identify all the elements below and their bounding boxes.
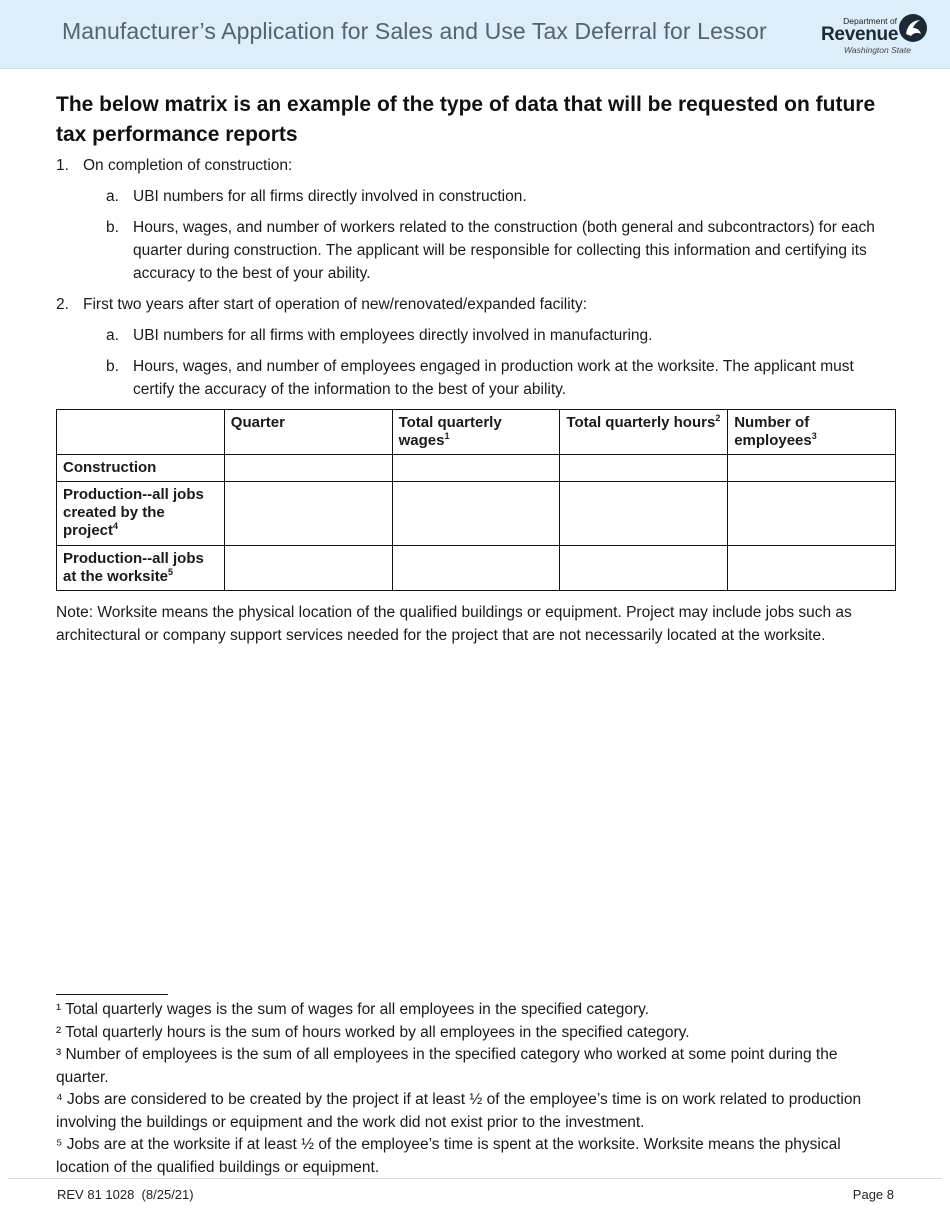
logo-revenue-text: Revenue [821, 24, 899, 45]
sub-list-letter: b. [106, 219, 119, 236]
worksite-note: Note: Worksite means the physical location of the qualified buildings or equipment. Project may include jobs such as architectural or company support services needed for the project that are not necessarily located at the worksite. [56, 604, 852, 644]
sub-list-item-text: UBI numbers for all firms with employees directly involved in manufacturing. [133, 327, 653, 344]
sub-list-item-text: UBI numbers for all firms directly involved in construction. [133, 188, 527, 205]
sub-list [83, 324, 896, 401]
form-number: REV 81 1028 (8/25/21) [57, 1187, 194, 1202]
list-item-text: On completion of construction: [83, 157, 293, 174]
table-cell[interactable] [224, 546, 392, 591]
table-cell[interactable] [392, 482, 560, 546]
footnote-ref: 5 [168, 567, 174, 577]
page-number: Page 8 [852, 1187, 894, 1202]
row-label: Production--all jobs created by the project$^4$ [57, 482, 225, 546]
list-number: 2. [56, 296, 69, 313]
table-row [57, 455, 896, 482]
sub-list-item [83, 216, 896, 285]
footer-divider [8, 1178, 942, 1179]
table-header-cell [560, 410, 728, 455]
footnote-ref: 1 [444, 431, 450, 441]
list-item-text: First two years after start of operation of new/renovated/expanded facility: [83, 296, 588, 313]
form-title: Manufacturer’s Application for Sales and Use Tax Deferral for Lessor [62, 18, 767, 44]
table-header-row [57, 410, 896, 455]
table-cell[interactable] [560, 546, 728, 591]
logo-state-text: Washington State [844, 45, 911, 55]
sub-list-letter: b. [106, 358, 119, 375]
sub-list-item [83, 185, 896, 208]
table-cell[interactable] [392, 546, 560, 591]
footnote: ⁵ Jobs are at the worksite if at least ½ of the employee’s time is spent at the worksite. Worksite means the physical location of the qualified buildings or equipment. [56, 1136, 841, 1176]
list-item [56, 154, 896, 285]
sub-list-item [83, 324, 896, 347]
table-header-cell [224, 410, 392, 455]
sub-list-item [83, 355, 896, 401]
footnote-ref: 4 [113, 521, 119, 531]
footnote-ref: 2 [715, 413, 721, 423]
table-header-cell [392, 410, 560, 455]
header-total-hours: Total quarterly hours [566, 414, 716, 431]
sub-list [83, 185, 896, 285]
table-cell[interactable] [224, 455, 392, 482]
footnote: ⁴ Jobs are considered to be created by the project if at least ½ of the employee’s time is on work related to production involving the buildings or equipment and the work did not exist prior to the investment. [56, 1091, 862, 1131]
table-header-cell [57, 410, 225, 455]
table-header-cell [728, 410, 896, 455]
table-row [57, 482, 896, 546]
page-heading: The below matrix is an example of the type of data that will be requested on future tax performance reports [56, 93, 876, 146]
sub-list-item-text: Hours, wages, and number of employees engaged in production work at the worksite. The applicant must certify the accuracy of the information to the best of your ability. [133, 358, 854, 398]
table-cell[interactable] [224, 482, 392, 546]
table-cell[interactable] [392, 455, 560, 482]
header-quarter: Quarter [230, 414, 285, 431]
footnote-ref: 3 [811, 431, 817, 441]
performance-matrix-table [56, 409, 896, 591]
list-item [56, 293, 896, 401]
table-cell[interactable] [728, 482, 896, 546]
footnote: ³ Number of employees is the sum of all employees in the specified category who worked at some point during the quarter. [56, 1046, 838, 1086]
table-cell[interactable] [560, 482, 728, 546]
sub-list-letter: a. [106, 188, 119, 205]
page-header [0, 0, 950, 69]
sub-list-letter: a. [106, 327, 119, 344]
dor-logo [818, 12, 930, 58]
footnote: ² Total quarterly hours is the sum of hours worked by all employees in the specified category. [56, 1023, 690, 1041]
requirements-list [56, 154, 896, 401]
table-cell[interactable] [728, 546, 896, 591]
header-number-employees: Number of employees [734, 414, 812, 449]
logo-department-text: Department of [843, 16, 897, 26]
list-number: 1. [56, 157, 69, 174]
sub-list-item-text: Hours, wages, and number of workers related to the construction (both general and subcontractors) for each quarter during construction. The applicant will be responsible for collecting this information and certifying its accuracy to the best of your ability. [133, 219, 875, 282]
row-label: Construction [57, 455, 225, 482]
table-cell[interactable] [560, 455, 728, 482]
logo-emblem-icon [896, 12, 930, 44]
footnotes [56, 999, 876, 1179]
table-cell[interactable] [728, 455, 896, 482]
header-total-wages: Total quarterly wages [398, 414, 502, 449]
table-row [57, 546, 896, 591]
main-content [56, 90, 896, 647]
row-label: Production--all jobs at the worksite$^5$ [57, 546, 225, 591]
footnote-divider [56, 994, 168, 995]
footnote: ¹ Total quarterly wages is the sum of wages for all employees in the specified category. [56, 1001, 650, 1018]
